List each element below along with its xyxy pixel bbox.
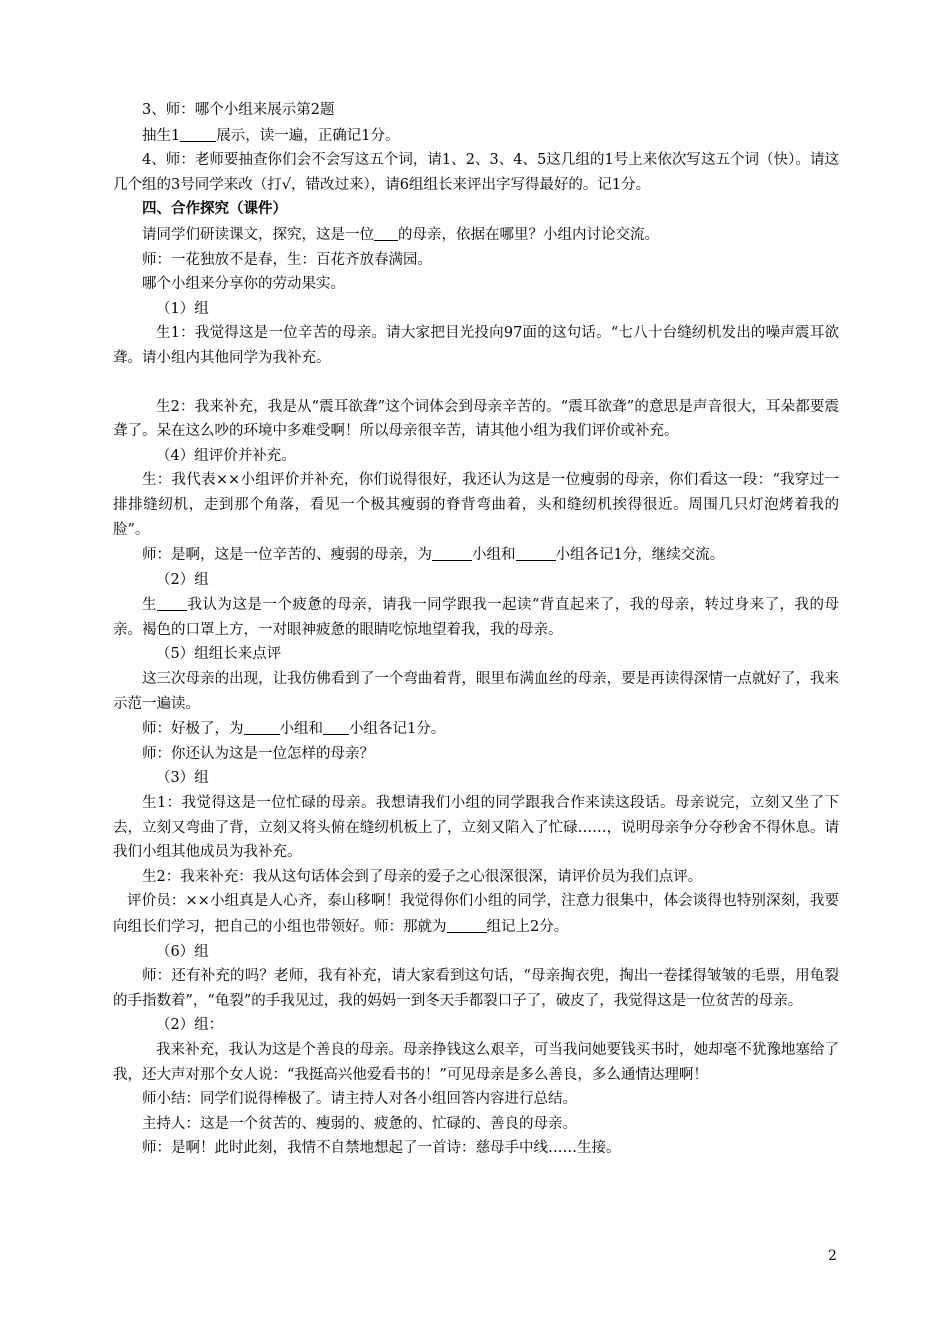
- teacher-paragraph: 师：还有补充的吗？老师，我有补充，请大家看到这句话，“母亲掏衣兜，掏出一卷揉得皱皱的毛票，用龟裂的手指数着”，“龟裂”的手我见过，我的妈妈一到冬天手都裂口子了，破皮了，我觉得这是一位贫苦的母亲。: [113, 968, 839, 1009]
- blank-underline: [374, 222, 398, 241]
- student-paragraph: 生1：我觉得这是一位忙碌的母亲。我想请我们小组的同学跟我合作来读这段话。母亲说完，立刻又坐了下去，立刻又弯曲了背，立刻又将头俯在缝纫机板上了，立刻又陷入了忙碌……，说明母亲争分夺秒舍不得休息。请我们小组其他成员为我补充。: [113, 795, 839, 861]
- teacher-line: 师：你还认为这是一位怎样的母亲？: [142, 745, 374, 762]
- group-label: （2）组: [156, 571, 209, 588]
- teacher-line: 哪个小组来分享你的劳动果实。: [142, 276, 345, 293]
- blank-underline: [157, 592, 187, 611]
- blank-underline: [180, 123, 216, 142]
- blank-underline: [447, 914, 487, 933]
- student-paragraph: 这三次母亲的出现，让我仿佛看到了一个弯曲着背，眼里布满血丝的母亲，要是再读得深情一点就好了，我来示范一遍读。: [113, 671, 839, 712]
- student-paragraph: 生1：我觉得这是一位辛苦的母亲。请大家把目光投向97面的这句话。“七八十台缝纫机发出的噪声震耳欲聋。请小组内其他同学为我补充。: [113, 325, 839, 366]
- group-label: （3）组: [156, 770, 209, 787]
- group-label: （1）组: [156, 300, 209, 317]
- student-paragraph: 生2：我来补充，我是从“震耳欲聋”这个词体会到母亲辛苦的。“震耳欲聋”的意思是声音很大，耳朵都要震聋了。呆在这么吵的环境中多难受啊！所以母亲很辛苦，请其他小组为我们评价或补充。: [113, 398, 839, 440]
- student-paragraph: 生：我代表××小组评价并补充，你们说得很好，我还认为这是一位瘦弱的母亲，你们看这一段：“我穿过一排排缝纫机，走到那个角落，看见一个极其瘦弱的脊背弯曲着，头和缝纫机挨得很近。周围几只灯泡烤着我的脸”。: [113, 472, 839, 538]
- blank-underline: [516, 542, 556, 561]
- group-label: （4）组评价并补充。: [156, 447, 296, 464]
- student-paragraph: 生 我认为这是一个疲惫的母亲，请我一同学跟我一起读“背直起来了，我的母亲，转过身来了，我的母亲。褐色的口罩上方，一对眼神疲惫的眼睛吃惊地望着我，我的母亲。: [113, 592, 839, 642]
- section-heading-cooperative-inquiry: 四、合作探究（课件）: [142, 200, 287, 218]
- student-paragraph: 生2：我来补充：我从这句话体会到了母亲的爱子之心很深很深，请评价员为我们点评。: [142, 868, 703, 885]
- blank-line: [113, 371, 839, 395]
- group-label: （6）组: [156, 943, 209, 960]
- inquiry-prompt: 请同学们研读课文，探究，这是一位 的母亲，依据在哪里？小组内讨论交流。: [113, 222, 839, 248]
- lesson-body: [113, 98, 839, 1161]
- group-label: （2）组：: [156, 1017, 224, 1034]
- teacher-summary: 师小结：同学们说得棒极了。请主持人对各小组回答内容进行总结。: [142, 1091, 577, 1108]
- host-summary: 主持人：这是一个贫苦的、瘦弱的、疲惫的、忙碌的、善良的母亲。: [142, 1115, 577, 1132]
- student-paragraph: 我来补充，我认为这是个善良的母亲。母亲挣钱这么艰辛，可当我问她要钱买书时，她却毫不犹豫地塞给了我，还大声对那个女人说：“我挺高兴他爱看书的！”可见母亲是多么善良，多么通情达理啊！: [113, 1041, 839, 1083]
- step-3-line: 3、师：哪个小组来展示第2题: [142, 102, 335, 118]
- group-label: （5）组组长来点评: [156, 646, 282, 663]
- blank-underline: [244, 716, 280, 735]
- teacher-line: 师：是啊，这是一位辛苦的、瘦弱的母亲，为 小组和 小组各记1分，继续交流。: [113, 542, 839, 568]
- teacher-line: 师：是啊！此时此刻，我情不自禁地想起了一首诗：慈母手中线……生接。: [142, 1140, 621, 1157]
- evaluator-paragraph: 评价员：××小组真是人心齐，泰山移啊！我觉得你们小组的同学，注意力很集中，体会谈得也特别深刻，我要向组长们学习，把自己的小组也带领好。师：那就为 组记上2分。: [113, 893, 839, 935]
- teacher-line: 师：一花独放不是春，生：百花齐放春满园。: [142, 251, 432, 268]
- draw-student-line: 抽生1 展示，读一遍，正确记1分。: [113, 123, 839, 149]
- blank-underline: [323, 716, 349, 735]
- teacher-line: 师：好极了，为 小组和 小组各记1分。: [113, 716, 839, 742]
- step-4-paragraph: 4、师：老师要抽查你们会不会写这五个词，请1、2、3、4、5这几组的1号上来依次写这五个词（快）。请这几个组的3号同学来改（打√，错改过来），请6组组长来评出字写得最好的。记1分。: [113, 152, 839, 193]
- blank-underline: [432, 542, 472, 561]
- page-number: 2: [828, 1248, 837, 1264]
